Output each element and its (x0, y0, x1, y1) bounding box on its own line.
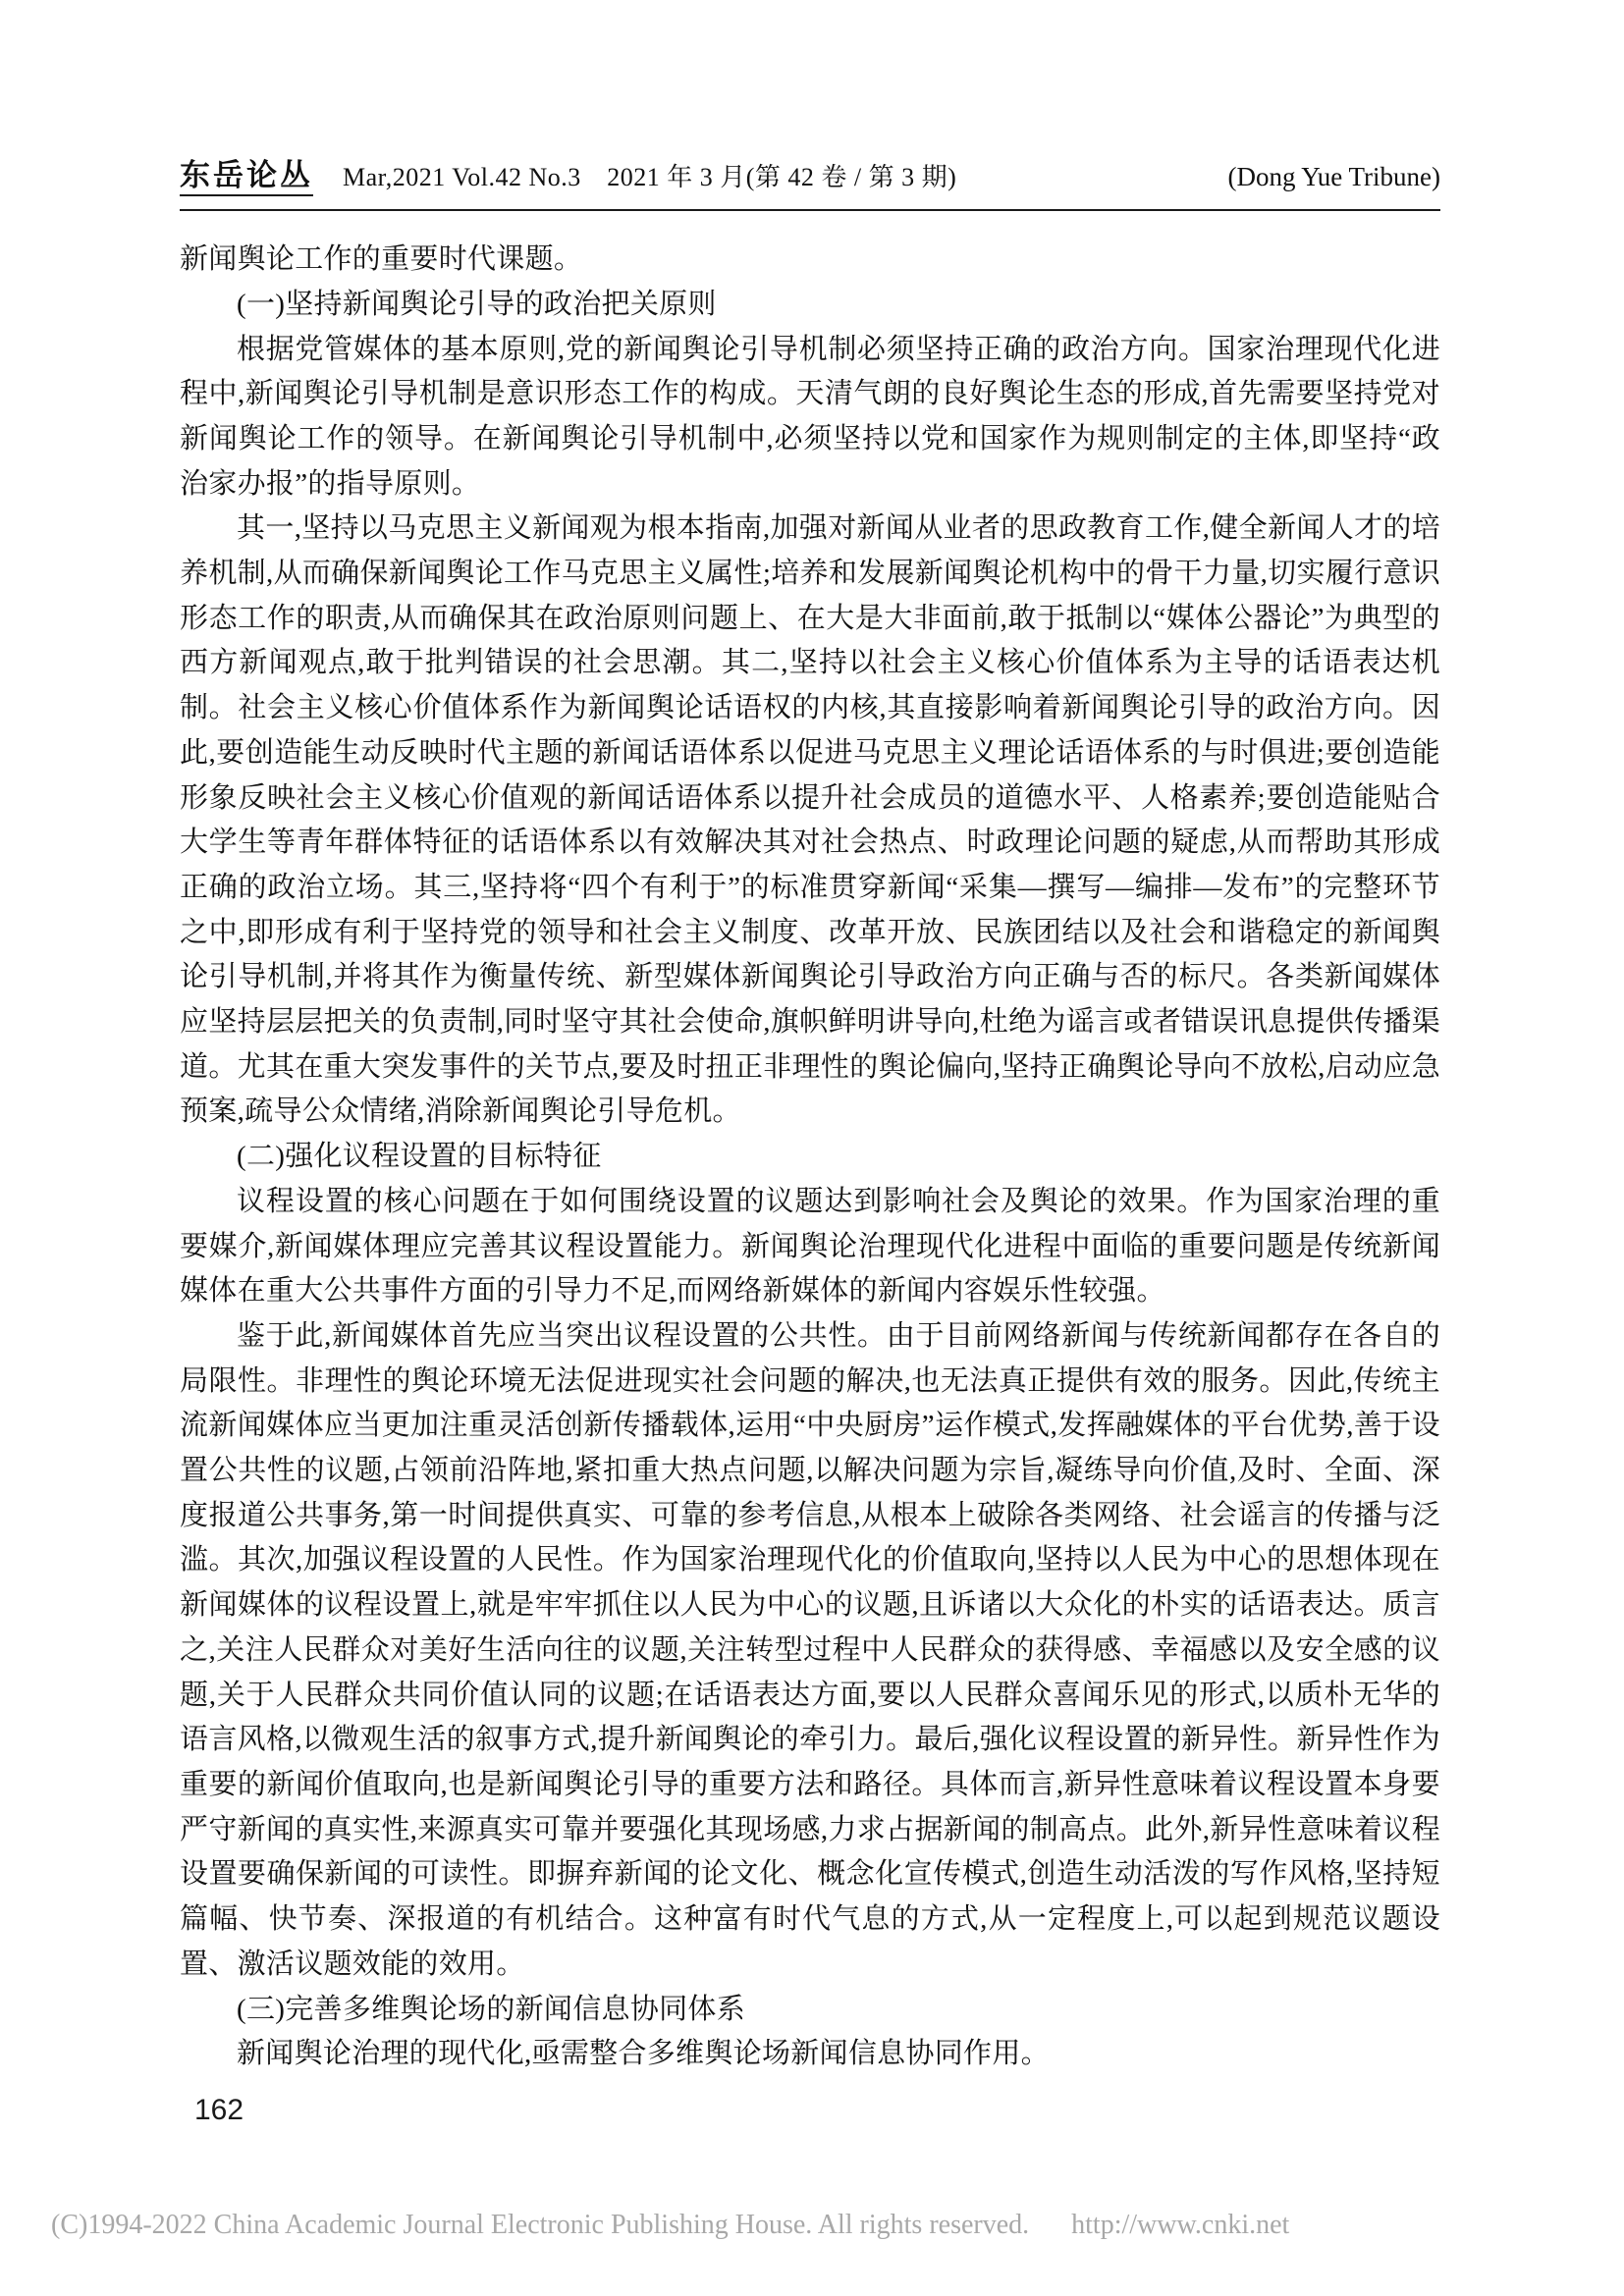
page-number: 162 (194, 2093, 244, 2126)
article-body (180, 238, 1440, 2077)
section-heading: (二)强化议程设置的目标特征 (237, 1141, 602, 1173)
journal-name-english: (Dong Yue Tribune) (1227, 162, 1440, 191)
body-paragraph: 鉴于此,新闻媒体首先应当突出议程设置的公共性。由于目前网络新闻与传统新闻都存在各自的局限性。非理性的舆论环境无法促进现实社会问题的解决,也无法真正提供有效的服务。因此,传统主流新闻媒体应当更加注重灵活创新传播载体,运用“中央厨房”运作模式,发挥融媒体的平台优势,善于设置公共性的议题,占领前沿阵地,紧扣重大热点问题,以解决问题为宗旨,凝练导向价值,及时、全面、深度报道公共事务,第一时间提供真实、可靠的参考信息,从根本上破除各类网络、社会谣言的传播与泛滥。其次,加强议程设置的人民性。作为国家治理现代化的价值取向,坚持以人民为中心的思想体现在新闻媒体的议程设置上,就是牢牢抓住以人民为中心的议题,且诉诸以大众化的朴实的话语表达。质言之,关注人民群众对美好生活向往的议题,关注转型过程中人民群众的获得感、幸福感以及安全感的议题,关于人民群众共同价值认同的议题;在话语表达方面,要以人民群众喜闻乐见的形式,以质朴无华的语言风格,以微观生活的叙事方式,提升新闻舆论的牵引力。最后,强化议程设置的新异性。新异性作为重要的新闻价值取向,也是新闻舆论引导的重要方法和路径。具体而言,新异性意味着议程设置本身要严守新闻的真实性,来源真实可靠并要强化其现场感,力求占据新闻的制高点。此外,新异性意味着议程设置要确保新闻的可读性。即摒弃新闻的论文化、概念化宣传模式,创造生动活泼的写作风格,坚持短篇幅、快节奏、深报道的有机结合。这种富有时代气息的方式,从一定程度上,可以起到规范议题设置、激活议题效能的效用。 (180, 1319, 1440, 1980)
issue-info: Mar,2021 Vol.42 No.3 2021 年 3 月(第 42 卷 / 第 3 期) (343, 163, 957, 191)
section-heading: (一)坚持新闻舆论引导的政治把关原则 (237, 288, 717, 320)
body-paragraph-continuation: 新闻舆论工作的重要时代课题。 (180, 243, 583, 276)
journal-header (180, 157, 1440, 211)
body-paragraph: 根据党管媒体的基本原则,党的新闻舆论引导机制必须坚持正确的政治方向。国家治理现代化进程中,新闻舆论引导机制是意识形态工作的构成。天清气朗的良好舆论生态的形成,首先需要坚持党对新闻舆论工作的领导。在新闻舆论引导机制中,必须坚持以党和国家作为规则制定的主体,即坚持“政治家办报”的指导原则。 (180, 333, 1440, 500)
document-page (180, 157, 1440, 2127)
journal-name: 东岳论丛 (180, 159, 313, 196)
body-paragraph: 其一,坚持以马克思主义新闻观为根本指南,加强对新闻从业者的思政教育工作,健全新闻人才的培养机制,从而确保新闻舆论工作马克思主义属性;培养和发展新闻舆论机构中的骨干力量,切实履行意识形态工作的职责,从而确保其在政治原则问题上、在大是大非面前,敢于抵制以“媒体公器论”为典型的西方新闻观点,敢于批判错误的社会思潮。其二,坚持以社会主义核心价值体系为主导的话语表达机制。社会主义核心价值体系作为新闻舆论话语权的内核,其直接影响着新闻舆论引导的政治方向。因此,要创造能生动反映时代主题的新闻话语体系以促进马克思主义理论话语体系的与时俱进;要创造能形象反映社会主义核心价值观的新闻话语体系以提升社会成员的道德水平、人格素养;要创造能贴合大学生等青年群体特征的话语体系以有效解决其对社会热点、时政理论问题的疑虑,从而帮助其形成正确的政治立场。其三,坚持将“四个有利于”的标准贯穿新闻“采集—撰写—编排—发布”的完整环节之中,即形成有利于坚持党的领导和社会主义制度、改革开放、民族团结以及社会和谐稳定的新闻舆论引导机制,并将其作为衡量传统、新型媒体新闻舆论引导政治方向正确与否的标尺。各类新闻媒体应坚持层层把关的负责制,同时坚守其社会使命,旗帜鲜明讲导向,杜绝为谣言或者错误讯息提供传播渠道。尤其在重大突发事件的关节点,要及时扭正非理性的舆论偏向,坚持正确舆论导向不放松,启动应急预案,疏导公众情绪,消除新闻舆论引导危机。 (180, 512, 1440, 1128)
body-paragraph: 新闻舆论治理的现代化,亟需整合多维舆论场新闻信息协同作用。 (237, 2038, 1050, 2070)
copyright-notice: (C)1994-2022 China Academic Journal Electronic Publishing House. All rights reserved. (51, 2210, 1030, 2240)
cnki-url: http://www.cnki.net (1071, 2210, 1290, 2240)
section-heading: (三)完善多维舆论场的新闻信息协同体系 (237, 1993, 746, 2025)
body-paragraph: 议程设置的核心问题在于如何围绕设置的议题达到影响社会及舆论的效果。作为国家治理的重要媒介,新闻媒体理应完善其议程设置能力。新闻舆论治理现代化进程中面临的重要问题是传统新闻媒体在重大公共事件方面的引导力不足,而网络新媒体的新闻内容娱乐性较强。 (180, 1185, 1440, 1308)
copyright-footer (51, 2210, 1583, 2241)
